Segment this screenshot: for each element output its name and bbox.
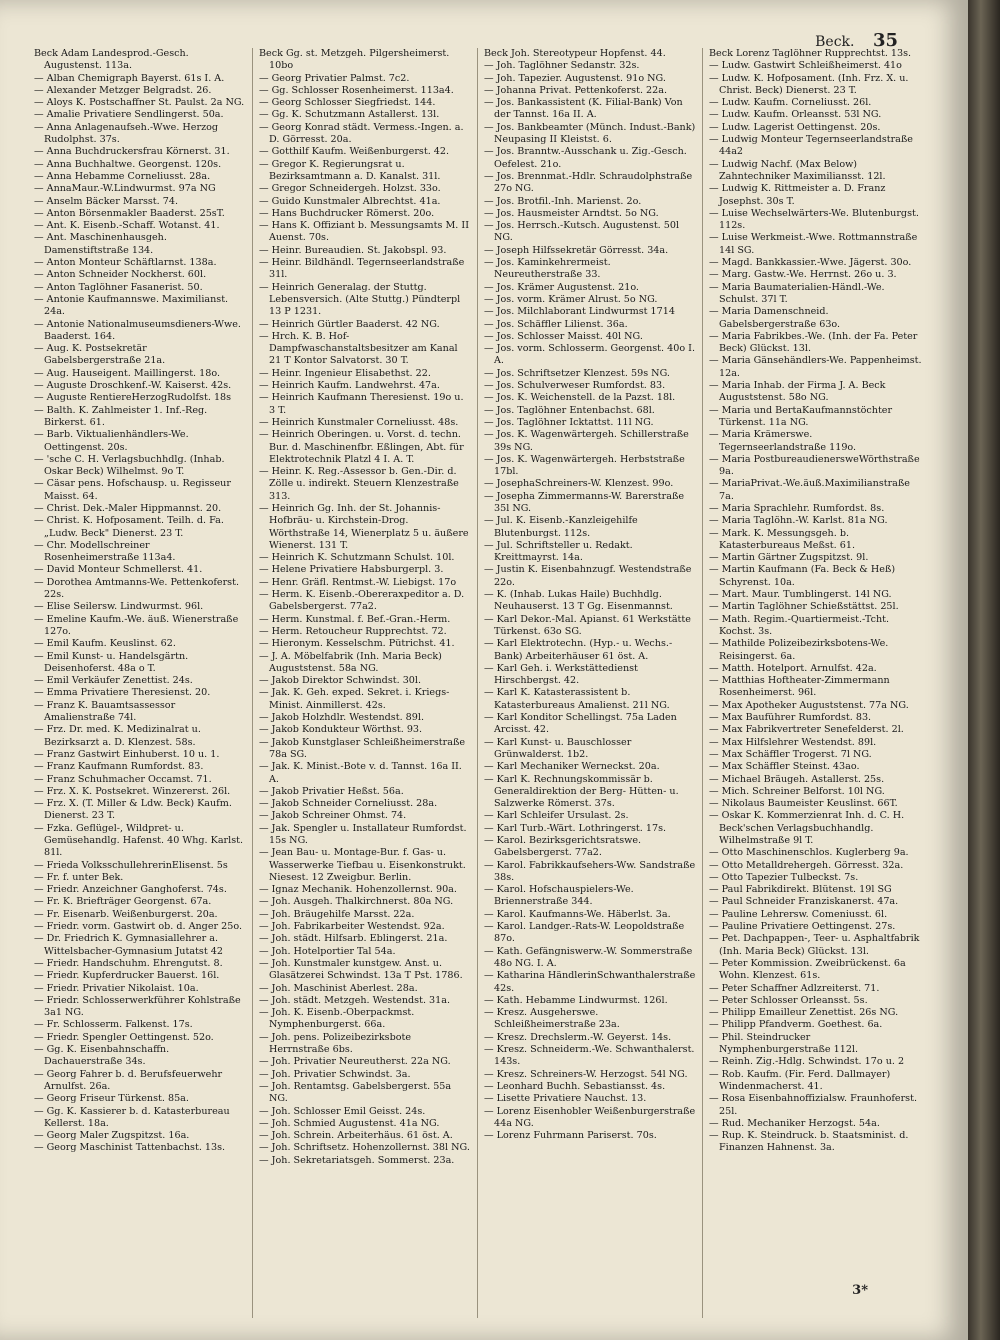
directory-entry: — Michael Bräugeh. Astallerst. 25s. xyxy=(709,773,885,785)
directory-entry: — Joh. Schlosser Emil Geisst. 24s. xyxy=(259,1105,426,1117)
directory-entry: — Aug. K. Postsekretär Gabelsbergerstraße 21a. xyxy=(34,343,166,367)
directory-entry: — Joh. Schriftsetz. Hohenzollernst. 38l NG. xyxy=(259,1142,470,1154)
directory-entry: — Katharina HändlerinSchwanthalerstraße 42s. xyxy=(484,970,696,994)
directory-entry: — Max Fabrikvertreter Senefelderst. 2l. xyxy=(709,724,904,736)
directory-entry: — Otto Metalldrehergeh. Görresst. 32a. xyxy=(709,859,904,871)
directory-entry: — Dorothea Amtmanns-We. Pettenkoferst. 22s. xyxy=(34,576,240,601)
directory-entry: — Jos. Taglöhner Entenbachst. 68l. xyxy=(484,404,655,416)
directory-entry: — Joseph Hilfssekretär Görresst. 34a. xyxy=(484,244,669,256)
directory-entry: — Hieronym. Kesselschm. Pütrichst. 41. xyxy=(259,638,455,650)
directory-entry: — Peter Schaffner Adlzreiterst. 71. xyxy=(709,982,880,994)
directory-entry: — Magd. Bankkassier.-Wwe. Jägerst. 30o. xyxy=(709,257,912,269)
directory-entry: — Karl Mechaniker Werneckst. 20a. xyxy=(484,761,660,773)
directory-entry: — Hans K. Offiziant b. Messungsamts M. II Auenst. 70s. xyxy=(259,220,469,244)
directory-entry: — Heinrich Gürtler Baaderst. 42 NG. xyxy=(259,318,440,330)
directory-entry: — Jos. Milchlaborant Lindwurmst 1714 xyxy=(484,306,675,318)
directory-entry: — Jos. Schäffler Lilienst. 36a. xyxy=(484,318,628,330)
directory-entry: — Friedr. Privatier Nikolaist. 10a. xyxy=(34,982,199,994)
directory-entry: — Karl Schleifer Ursulast. 2s. xyxy=(484,810,629,822)
directory-entry: — Guido Kunstmaler Albrechtst. 41a. xyxy=(259,195,441,207)
directory-entry: — Heinrich K. Schutzmann Schulst. 10l. xyxy=(259,552,455,564)
directory-entry: — Pauline Lehrersw. Comeniusst. 6l. xyxy=(709,908,888,920)
directory-entry: — Matthias Hoftheater-Zimmermann Rosenheimerst. 96l. xyxy=(709,675,890,699)
directory-entry: — Pet. Dachpappen-, Teer- u. Asphaltfabrik (Inh. Maria Beck) Glückst. 13l. xyxy=(709,933,920,957)
directory-entry: — Karl Kunst- u. Bauschlosser Grünwalderst. 1b2. xyxy=(484,736,632,760)
directory-entry: — Frieda VolksschullehrerinElisenst. 5s xyxy=(34,859,228,871)
directory-entry: — Balth. K. Zahlmeister 1. Inf.-Reg. Birkerst. 61. xyxy=(34,404,208,428)
directory-entry: — Gg. Schlosser Rosenheimerst. 113a4. xyxy=(259,84,454,96)
directory-entry: — Anna Buchdruckersfrau Körnerst. 31. xyxy=(34,146,230,158)
directory-entry: — Herm. K. Eisenb.-Obereraxpeditor a. D. Gabelsbergerst. 77a2. xyxy=(259,589,465,613)
directory-entry: — Jos. Kaminkehrermeist. Neureutherstraße 33. xyxy=(484,257,611,281)
directory-entry: — Kresz. Schneiderm.-We. Schwanthalerst. 143s. xyxy=(484,1044,695,1068)
directory-entry: — Maria PostbureaudienersweWörthstraße 9a. xyxy=(709,453,920,478)
directory-entry: — Mart. Maur. Tumblingerst. 14l NG. xyxy=(709,589,892,601)
directory-entry: — Karl Geh. i. Werkstättedienst Hirschbergst. 42. xyxy=(484,662,638,687)
directory-entry: — Joh. Rentamtsg. Gabelsbergerst. 55a NG. xyxy=(259,1080,452,1105)
running-head: Beck. xyxy=(815,34,855,50)
directory-entry: — Karol. Kaufmanns-We. Häberlst. 3a. xyxy=(484,908,671,920)
directory-entry: — Hrch. K. B. Hof-Dampfwaschanstaltsbesitzer am Kanal 21 T Kontor Salvatorst. 30 T. xyxy=(259,330,458,367)
directory-entry: — Kath. Hebamme Lindwurmst. 126l. xyxy=(484,994,668,1006)
directory-entry: — Elise Seilersw. Lindwurmst. 96l. xyxy=(34,601,204,613)
directory-entry: — Alban Chemigraph Bayerst. 61s I. A. xyxy=(34,72,225,84)
directory-entry: — Helene Privatiere Habsburgerpl. 3. xyxy=(259,564,444,576)
directory-entry: — Alexander Metzger Belgradst. 26. xyxy=(34,84,212,96)
directory-entry: Beck Lorenz Taglöhner Rupprechtst. 13s. xyxy=(709,48,912,59)
directory-entry: — Max Schäffler Steinst. 43ao. xyxy=(709,761,860,773)
directory-entry: — Karol. Fabrikkaufsehers-Ww. Sandstraße 38s. xyxy=(484,859,696,883)
directory-entry: — Ludwig Monteur Tegernseerlandstraße 44a2 xyxy=(709,134,913,158)
directory-entry: — Martin Gärtner Zugspitzst. 9l. xyxy=(709,552,869,564)
directory-entry: — Matth. Hotelport. Arnulfst. 42a. xyxy=(709,662,877,674)
directory-entry: — Gg. K. Eisenbahnschaffn. Dachauerstraße 34s. xyxy=(34,1044,170,1068)
directory-entry: — Heinr. K. Reg.-Assessor b. Gen.-Dir. d. Zölle u. indirekt. Steuern Klenzestraße 313. xyxy=(259,466,459,502)
directory-entry: — Jakob Privatier Heßst. 56a. xyxy=(259,785,404,797)
directory-entry: — Joh. Taglöhner Sedanstr. 32s. xyxy=(484,60,640,72)
directory-entry: — Franz K. Bauamtsassessor Amalienstraße 74l. xyxy=(34,699,176,724)
directory-entry: — Frz. Dr. med. K. Medizinalrat u. Bezirksarzt a. D. Klenzest. 58s. xyxy=(34,724,201,748)
directory-entry: — Max Schäffler Trogerst. 7l NG. xyxy=(709,748,872,760)
book-edge xyxy=(968,0,1000,1340)
directory-entry: — Emma Privatiere Theresienst. 20. xyxy=(34,687,211,699)
directory-entry: — Heinrich Generalag. der Stuttg. Lebensversich. (Alte Stuttg.) Pündterpl 13 P 1231. xyxy=(259,281,461,318)
directory-entry: — Emeline Kaufm.-We. äuß. Wienerstraße 127o. xyxy=(34,613,239,637)
directory-entry: — Karol. Bezirksgerichtsratswe. Gabelsbergerst. 77a2. xyxy=(484,835,642,859)
directory-entry: — Heinr. Bureaudien. St. Jakobspl. 93. xyxy=(259,244,447,256)
directory-entry: — Pauline Privatiere Oettingenst. 27s. xyxy=(709,921,896,933)
directory-entry: — Joh. Tapezier. Augustenst. 91o NG. xyxy=(484,72,666,84)
directory-entry: — Anton Börsenmakler Baaderst. 25sT. xyxy=(34,207,225,219)
directory-entry: — Jos. Hausmeister Arndtst. 5o NG. xyxy=(484,207,659,219)
directory-entry: — Joh. Ausgeh. Thalkirchnerst. 80a NG. xyxy=(259,896,454,908)
directory-entry: — Jos. K. Wagenwärtergeh. Herbststraße 17bl. xyxy=(484,453,685,478)
directory-entry: — Franz Schuhmacher Occamst. 71. xyxy=(34,773,212,785)
directory-entry: — Auguste Droschkenf.-W. Kaiserst. 42s. xyxy=(34,380,232,392)
directory-entry: — Jos. Branntw.-Ausschank u. Zig.-Gesch. Oefelest. 21o. xyxy=(484,146,687,170)
directory-entry: — Rob. Kaufm. (Fir. Ferd. Dallmayer) Windenmacherst. 41. xyxy=(709,1068,891,1092)
directory-entry: — Antonie Nationalmuseumsdieners-Wwe. Baaderst. 164. xyxy=(34,318,241,342)
directory-entry: — Leonhard Buchh. Sebastiansst. 4s. xyxy=(484,1080,666,1092)
directory-entry: — Maria Sprachlehr. Rumfordst. 8s. xyxy=(709,502,885,514)
directory-entry: — Reinh. Zig.-Hdlg. Schwindst. 17o u. 2 xyxy=(709,1056,905,1068)
directory-entry: — Kresz. Ausgeherswe. Schleißheimerstraße 23a. xyxy=(484,1007,620,1031)
directory-entry: — Jos. Schriftsetzer Klenzest. 59s NG. xyxy=(484,367,670,379)
directory-entry: — Jos. Krämer Augustenst. 21o. xyxy=(484,281,639,293)
directory-entry: — Lorenz Fuhrmann Pariserst. 70s. xyxy=(484,1130,657,1142)
directory-entry: — Johanna Privat. Pettenkoferst. 22a. xyxy=(484,84,668,96)
directory-entry: — Anton Taglöhner Fasanerist. 50. xyxy=(34,281,203,293)
directory-entry: — Mich. Schreiner Belforst. 10l NG. xyxy=(709,785,885,797)
directory-entry: — Max Apotheker Auguststenst. 77a NG. xyxy=(709,699,909,711)
directory-entry: — Maria Gänsehändlers-We. Pappenheimst. 12a. xyxy=(709,355,922,379)
directory-entry: — Jos. K. Wagenwärtergeh. Schillerstraße 39s NG. xyxy=(484,429,689,453)
directory-entry: — Chr. Modellschreiner Rosenheimerstraße 113a4. xyxy=(34,539,176,564)
directory-entry: — Georg Schlosser Siegfriedst. 144. xyxy=(259,97,436,109)
signature-mark: 3* xyxy=(852,1283,868,1298)
directory-entry: — J. A. Möbelfabrik (Inh. Maria Beck) Auguststenst. 58a NG. xyxy=(259,650,442,674)
directory-entry: — Lorenz Eisenhobler Weißenburgerstraße 44a NG. xyxy=(484,1105,696,1129)
directory-entry: — Math. Regim.-Quartiermeist.-Tcht. Kochst. 3s. xyxy=(709,613,890,637)
directory-entry: — Ludw. Gastwirt Schleißheimerst. 41o xyxy=(709,60,902,72)
directory-entry: — Ignaz Mechanik. Hohenzollernst. 90a. xyxy=(259,884,457,896)
directory-entry: — Karl Turb.-Wärt. Lothringerst. 17s. xyxy=(484,822,667,834)
directory-entry: — Frz. X. K. Postsekret. Winzererst. 26l. xyxy=(34,785,231,797)
directory-entry: — Georg Fahrer b. d. Berufsfeuerwehr Arnulfst. 26a. xyxy=(34,1068,223,1092)
directory-entry: — Ant. K. Eisenb.-Schaff. Wotanst. 41. xyxy=(34,220,220,232)
directory-entry: — Friedr. Handschuhm. Ehrengutst. 8. xyxy=(34,957,223,969)
directory-entry: — Gg. K. Schutzmann Astallerst. 13l. xyxy=(259,109,440,121)
directory-entry: — Georg Friseur Türkenst. 85a. xyxy=(34,1093,189,1105)
directory-entry: — Marg. Gastw.-We. Herrnst. 26o u. 3. xyxy=(709,269,897,281)
directory-entry: — Otto Tapezier Tulbeckst. 7s. xyxy=(709,871,859,883)
directory-entry: — Ludw. K. Hofposament. (Inh. Frz. X. u. Christ. Beck) Dienerst. 23 T. xyxy=(709,72,909,96)
directory-entry: — Joh. städt. Hilfsarb. Eblingerst. 21a. xyxy=(259,933,448,945)
directory-entry: — Mathilde Polizeibezirksbotens-We. Reisingerst. 6a. xyxy=(709,638,889,662)
directory-entry: — Gregor K. Regierungsrat u. Bezirksamtmann a. D. Kanalst. 31l. xyxy=(259,158,441,182)
directory-entry: — Friedr. Spengler Oettingenst. 52o. xyxy=(34,1031,214,1043)
directory-entry: — Max Bauführer Rumfordst. 83. xyxy=(709,712,872,724)
directory-entry: — Auguste RentiereHerzogRudolfst. 18s xyxy=(34,392,232,404)
directory-entry: — Gregor Schneidergeh. Holzst. 33o. xyxy=(259,183,441,195)
directory-entry: — Joh. K. Eisenb.-Oberpackmst. Nymphenburgerst. 66a. xyxy=(259,1007,415,1031)
directory-entry: — Maria Taglöhn.-W. Karlst. 81a NG. xyxy=(709,515,888,527)
directory-entry: — Fr. K. Briefträger Georgenst. 67a. xyxy=(34,896,212,908)
directory-entry: — Jakob Direktor Schwindst. 30l. xyxy=(259,675,422,687)
directory-entry: — David Monteur Schmellerst. 41. xyxy=(34,564,203,576)
directory-entry: — Rup. K. Steindruck. b. Staatsminist. d. Finanzen Hahnenst. 3a. xyxy=(709,1130,909,1154)
directory-entry: — Heinrich Oberingen. u. Vorst. d. techn. Bur. d. Maschinenfbr. Eßlingen, Abt. für Elektrotechnik Platzl 4 I. A. T. xyxy=(259,429,464,465)
directory-entry: — Joh. Privatier Neureutherst. 22a NG. xyxy=(259,1056,451,1068)
directory-entry: — Jakob Kunstglaser Schleißheimerstraße 78a SG. xyxy=(259,736,466,760)
directory-entry: — Antonie Kaufmannswe. Maximilianst. 24a. xyxy=(34,293,229,318)
directory-entry: — Heinr. Bildhändl. Tegernseerlandstraße 31l. xyxy=(259,257,465,281)
directory-entry: — Hans Buchdrucker Römerst. 20o. xyxy=(259,207,435,219)
directory-entry: — Mark. K. Messungsgeh. b. Katasterbureaus Meßst. 61. xyxy=(709,527,856,551)
directory-entry: — Philipp Emailleur Zenettist. 26s NG. xyxy=(709,1007,899,1019)
directory-entry: — Friedr. Schlosserwerkführer Kohlstraße 3a1 NG. xyxy=(34,994,241,1019)
directory-entry: — Emil Verkäufer Zenettist. 24s. xyxy=(34,675,193,687)
directory-entry: — Heinrich Kunstmaler Corneliusst. 48s. xyxy=(259,416,459,428)
directory-entry: — Phil. Steindrucker Nymphenburgerstraße 112l. xyxy=(709,1031,859,1056)
directory-entry: — Anna Buchhaltwe. Georgenst. 120s. xyxy=(34,158,222,170)
directory-entry: — Philipp Pfandverm. Goethest. 6a. xyxy=(709,1019,883,1031)
directory-entry: — Joh. pens. Polizeibezirksbote Herrnstraße 6bs. xyxy=(259,1031,412,1056)
directory-entry: — Jos. vorm. Schlosserm. Georgenst. 40o I. A. xyxy=(484,343,695,367)
directory-entry: — Cäsar pens. Hofschausp. u. Regisseur Maisst. 64. xyxy=(34,478,231,502)
directory-entry: — Karl Dekor.-Mal. Apianst. 61 Werkstätte Türkenst. 63o SG. xyxy=(484,613,691,637)
directory-entry: — Anton Schneider Nockherst. 60l. xyxy=(34,269,207,281)
directory-columns xyxy=(28,48,928,1318)
directory-entry: — Heinrich Gg. Inh. der St. Johannis-Hofbräu- u. Kirchstein-Drog. Wörthstraße 14, Wienerplatz 5 u. äußere Wienerst. 131 T. xyxy=(259,502,469,551)
directory-entry: — Gotthilf Kaufm. Weißenburgerst. 42. xyxy=(259,146,450,158)
directory-entry: — Jos. Schulverweser Rumfordst. 83. xyxy=(484,380,666,392)
directory-entry: — Anton Monteur Schäftlarnst. 138a. xyxy=(34,257,217,269)
directory-entry: — Heinrich Kaufmann Theresienst. 19o u. 3 T. xyxy=(259,392,464,416)
directory-entry: — Franz Gastwirt Einhuberst. 10 u. 1. xyxy=(34,748,220,760)
directory-entry: — Emil Kaufm. Keuslinst. 62. xyxy=(34,638,176,650)
directory-entry: — Ludwig K. Rittmeister a. D. Franz Josephst. 30s T. xyxy=(709,183,886,207)
directory-entry: — K. (Inhab. Lukas Haile) Buchhdlg. Neuhauserst. 13 T Gg. Eisenmannst. xyxy=(484,589,673,613)
directory-entry: — Christ. K. Hofposament. Teilh. d. Fa. „Ludw. Beck" Dienerst. 23 T. xyxy=(34,515,224,539)
directory-entry: — Ludwig Nachf. (Max Below) Zahntechniker Maximiliansst. 12l. xyxy=(709,158,886,182)
directory-entry: — Martin Kaufmann (Fa. Beck & Heß) Schyrenst. 10a. xyxy=(709,564,896,588)
column-2 xyxy=(253,48,478,1318)
directory-entry: — Jak. Spengler u. Installateur Rumfordst. 15s NG. xyxy=(259,822,467,846)
directory-entry: — Kath. Gefängniswerw.-W. Sommerstraße 48o NG. I. A. xyxy=(484,945,693,969)
directory-entry: — Fr. Eisenarb. Weißenburgerst. 20a. xyxy=(34,908,218,920)
directory-entry: — Maria Damenschneid. Gabelsbergerstraße 63o. xyxy=(709,306,841,330)
directory-entry: — Joh. Bräugehilfe Marsst. 22a. xyxy=(259,908,415,920)
directory-entry: — Karl Elektrotechn. (Hyp.- u. Wechs.-Bank) Arbeiterhäuser 61 öst. A. xyxy=(484,638,673,662)
directory-entry: — Dr. Friedrich K. Gymnasiallehrer a. Wittelsbacher-Gymnasium Jutatst 42 xyxy=(34,933,223,957)
directory-entry: — Jos. Brennmat.-Hdlr. Schraudolphstraße 27o NG. xyxy=(484,170,693,195)
directory-entry: Beck Gg. st. Metzgeh. Pilgersheimerst. 10bo xyxy=(259,48,450,72)
directory-entry: — Herm. Retoucheur Rupprechtst. 72. xyxy=(259,625,447,637)
directory-entry: — Jak. K. Geh. exped. Sekret. i. Kriegs-Minist. Ainmillerst. 42s. xyxy=(259,687,450,711)
directory-entry: — 'sche C. H. Verlagsbuchhdlg. (Inhab. Oskar Beck) Wilhelmst. 9o T. xyxy=(34,453,225,478)
directory-entry: — Jul. K. Eisenb.-Kanzleigehilfe Blutenburgst. 112s. xyxy=(484,515,638,539)
directory-entry: — Jak. K. Minist.-Bote v. d. Tannst. 16a II. A. xyxy=(259,761,462,785)
directory-entry: — Maria und BertaKaufmannstöchter Türkenst. 11a NG. xyxy=(709,404,893,428)
directory-entry: — Karl K. Rechnungskommissär b. Generaldirektion der Berg- Hütten- u. Salzwerke Römerst. 37s. xyxy=(484,773,679,810)
directory-entry: — Karl K. Katasterassistent b. Katasterbureaus Amalienst. 21l NG. xyxy=(484,687,670,711)
directory-entry: — Joh. Schmied Augustenst. 41a NG. xyxy=(259,1117,440,1129)
directory-entry: — MariaPrivat.-We.äuß.Maximilianstraße 7a. xyxy=(709,478,910,502)
directory-entry: — Anselm Bäcker Marsst. 74. xyxy=(34,195,179,207)
directory-entry: — Friedr. Anzeichner Ganghoferst. 74s. xyxy=(34,884,227,896)
directory-entry: — Henr. Gräfl. Rentmst.-W. Liebigst. 17o xyxy=(259,576,457,588)
page-number: 35 xyxy=(872,30,898,51)
directory-entry: — Luise Werkmeist.-Wwe. Rottmannstraße 14l SG. xyxy=(709,232,918,256)
directory-entry: — Frz. X. (T. Miller & Ldw. Beck) Kaufm. Dienerst. 23 T. xyxy=(34,798,232,822)
directory-entry: — Karl Konditor Schellingst. 75a Laden Arcisst. 42. xyxy=(484,712,677,736)
directory-entry: — Georg Konrad städt. Vermess.-Ingen. a. D. Görresst. 20a. xyxy=(259,121,464,146)
directory-entry: — Maria Baumaterialien-Händl.-We. Schulst. 37l T. xyxy=(709,281,885,305)
directory-entry: — Jean Bau- u. Montage-Bur. f. Gas- u. Wasserwerke Tiefbau u. Eisenkonstrukt. Niesest. 12 Zweigbur. Berlin. xyxy=(259,847,466,883)
directory-entry: — Maria Inhab. der Firma J. A. Beck Auguststenst. 58o NG. xyxy=(709,380,886,404)
directory-entry: — Joh. Hotelportier Tal 54a. xyxy=(259,945,396,957)
directory-entry: — Paul Fabrikdirekt. Blütenst. 19l SG xyxy=(709,884,892,896)
directory-entry: Beck Adam Landesprod.-Gesch. Augustenst. 113a. xyxy=(34,48,189,72)
directory-entry: — Joh. Maschinist Aberlest. 28a. xyxy=(259,982,418,994)
directory-entry: — Peter Kommission. Zweibrückenst. 6a Wohn. Klenzest. 61s. xyxy=(709,957,906,982)
directory-entry: — Friedr. vorm. Gastwirt ob. d. Anger 25o. xyxy=(34,921,242,933)
directory-entry: — Joh. Privatier Schwindst. 3a. xyxy=(259,1068,411,1080)
directory-entry: — Karol. Hofschauspielers-We. Briennerstraße 344. xyxy=(484,884,634,908)
directory-entry: — Paul Schneider Franziskanerst. 47a. xyxy=(709,896,899,908)
directory-entry: — Aug. Hauseigent. Maillingerst. 18o. xyxy=(34,367,221,379)
directory-entry: — Joh. Sekretariatsgeh. Sommerst. 23a. xyxy=(259,1154,455,1166)
directory-entry: — Josepha Zimmermanns-W. Barerstraße 35l NG. xyxy=(484,490,685,514)
directory-entry: — Kresz. Schreiners-W. Herzogst. 54l NG. xyxy=(484,1068,688,1080)
directory-entry: — Jakob Schneider Corneliusst. 28a. xyxy=(259,798,438,810)
directory-entry: — Ant. Maschinenhausgeh. Damenstiftstraße 134. xyxy=(34,232,167,256)
directory-entry: — Ludw. Lagerist Oettingenst. 20s. xyxy=(709,121,881,133)
directory-entry: — Heinr. Ingenieur Elisabethst. 22. xyxy=(259,367,431,379)
directory-entry: — Emil Kunst- u. Handelsgärtn. Deisenhoferst. 48a o T. xyxy=(34,650,189,674)
directory-entry: — Joh. Schrein. Arbeiterhäus. 61 öst. A. xyxy=(259,1130,453,1142)
directory-entry: — Ludw. Kaufm. Orleansst. 53l NG. xyxy=(709,109,882,121)
directory-entry: — Friedr. Kupferdrucker Bauerst. 16l. xyxy=(34,970,220,982)
directory-entry: — Heinrich Kaufm. Landwehrst. 47a. xyxy=(259,380,440,392)
directory-entry: — Nikolaus Baumeister Keuslinst. 66T. xyxy=(709,798,898,810)
directory-entry: — Jakob Holzhdlr. Westendst. 89l. xyxy=(259,712,425,724)
directory-entry: — Anna Hebamme Corneliusst. 28a. xyxy=(34,170,211,182)
directory-entry: — Anna Anlagenaufseh.-Wwe. Herzog Rudolphst. 37s. xyxy=(34,121,219,146)
directory-entry: — Joh. Kunstmaler kunstgew. Anst. u. Glasätzerei Schwindst. 13a T Pst. 1786. xyxy=(259,957,463,982)
directory-entry: — Georg Privatier Palmst. 7c2. xyxy=(259,72,410,84)
directory-entry: — Fzka. Geflügel-, Wildpret- u. Gemüsehandlg. Hafenst. 40 Whg. Karlst. 81l. xyxy=(34,822,244,859)
directory-entry: — Jos. Taglöhner Icktattst. 11l NG. xyxy=(484,416,654,428)
directory-entry: — Maria Krämerswe. Tegernseerlandstraße 119o. xyxy=(709,429,857,453)
directory-entry: — Maria Fabrikbes.-We. (Inh. der Fa. Peter Beck) Glückst. 13l. xyxy=(709,330,918,355)
directory-entry: — Rosa Eisenbahnoffizialsw. Fraunhoferst. 25l. xyxy=(709,1093,917,1117)
directory-entry: — Georg Maschinist Tattenbachst. 13s. xyxy=(34,1142,226,1154)
column-4 xyxy=(703,48,928,1318)
directory-entry: — Jakob Schreiner Ohmst. 74. xyxy=(259,810,407,822)
directory-entry: — Rud. Mechaniker Herzogst. 54a. xyxy=(709,1117,880,1129)
directory-entry: — Fr. f. unter Bek. xyxy=(34,871,124,883)
directory-entry: — Barb. Viktualienhändlers-We. Oettingenst. 20s. xyxy=(34,429,189,453)
directory-entry: — Amalie Privatiere Sendlingerst. 50a. xyxy=(34,109,224,121)
directory-entry: — Fr. Schlosserm. Falkenst. 17s. xyxy=(34,1019,193,1031)
directory-entry: — Peter Schlosser Orleansst. 5s. xyxy=(709,994,868,1006)
directory-entry: — Otto Maschinenschlos. Kuglerberg 9a. xyxy=(709,847,909,859)
column-1 xyxy=(28,48,253,1318)
directory-entry: — Jos. Brotfil.-Inh. Marienst. 2o. xyxy=(484,195,642,207)
directory-entry: — Jos. vorm. Krämer Alrust. 5o NG. xyxy=(484,293,658,305)
directory-entry: — Luise Wechselwärters-We. Blutenburgst. 112s. xyxy=(709,207,919,232)
directory-entry: — Martin Taglöhner Schießstättst. 25l. xyxy=(709,601,899,613)
directory-entry: — Jos. Schlosser Maisst. 40l NG. xyxy=(484,330,643,342)
directory-entry: — Jos. Herrsch.-Kutsch. Augustenst. 50l NG. xyxy=(484,220,680,244)
directory-entry: — Franz Kaufmann Rumfordst. 83. xyxy=(34,761,204,773)
directory-entry: — Jakob Kondukteur Wörthst. 93. xyxy=(259,724,423,736)
directory-entry: — AnnaMaur.-W.Lindwurmst. 97a NG xyxy=(34,183,216,195)
directory-entry: Beck Joh. Stereotypeur Hopfenst. 44. xyxy=(484,48,666,59)
directory-entry: — JosephaSchreiners-W. Klenzest. 99o. xyxy=(484,478,674,490)
directory-entry: — Aloys K. Postschaffner St. Paulst. 2a NG. xyxy=(34,97,245,109)
directory-entry: — Kresz. Drechslerm.-W. Geyerst. 14s. xyxy=(484,1031,672,1043)
directory-entry: — Oskar K. Kommerzienrat Inh. d. C. H. Beck'schen Verlagsbuchhandlg. Wilhelmstraße 9l T. xyxy=(709,810,905,846)
directory-entry: — Georg Maler Zugspitzst. 16a. xyxy=(34,1130,190,1142)
directory-entry: — Jos. Bankassistent (K. Filial-Bank) Von der Tannst. 16a II. A. xyxy=(484,97,683,121)
directory-entry: — Max Hilfslehrer Westendst. 89l. xyxy=(709,736,877,748)
directory-entry: — Christ. Dek.-Maler Hippmannst. 20. xyxy=(34,502,222,514)
directory-entry: — Ludw. Kaufm. Corneliusst. 26l. xyxy=(709,97,872,109)
column-3 xyxy=(478,48,703,1318)
directory-entry: — Lisette Privatiere Nauchst. 13. xyxy=(484,1093,647,1105)
directory-entry: — Jul. Schriftsteller u. Redakt. Kreittmayrst. 14a. xyxy=(484,539,633,564)
directory-entry: — Jos. Bankbeamter (Münch. Indust.-Bank) Neupasing II Kleistst. 6. xyxy=(484,121,696,146)
directory-entry: — Herm. Kunstmal. f. Bef.-Gran.-Herm. xyxy=(259,613,451,625)
directory-entry: — Karol. Landger.-Rats-W. Leopoldstraße 87o. xyxy=(484,921,685,945)
directory-entry: — Justin K. Eisenbahnzugf. Westendstraße 22o. xyxy=(484,564,692,588)
directory-entry: — Jos. K. Weichenstell. de la Pazst. 18l. xyxy=(484,392,676,404)
directory-entry: — Joh. Fabrikarbeiter Westendst. 92a. xyxy=(259,921,445,933)
directory-entry: — Gg. K. Kassierer b. d. Katasterbureau Kellerst. 18a. xyxy=(34,1105,230,1129)
directory-entry: — Joh. städt. Metzgeh. Westendst. 31a. xyxy=(259,994,451,1006)
